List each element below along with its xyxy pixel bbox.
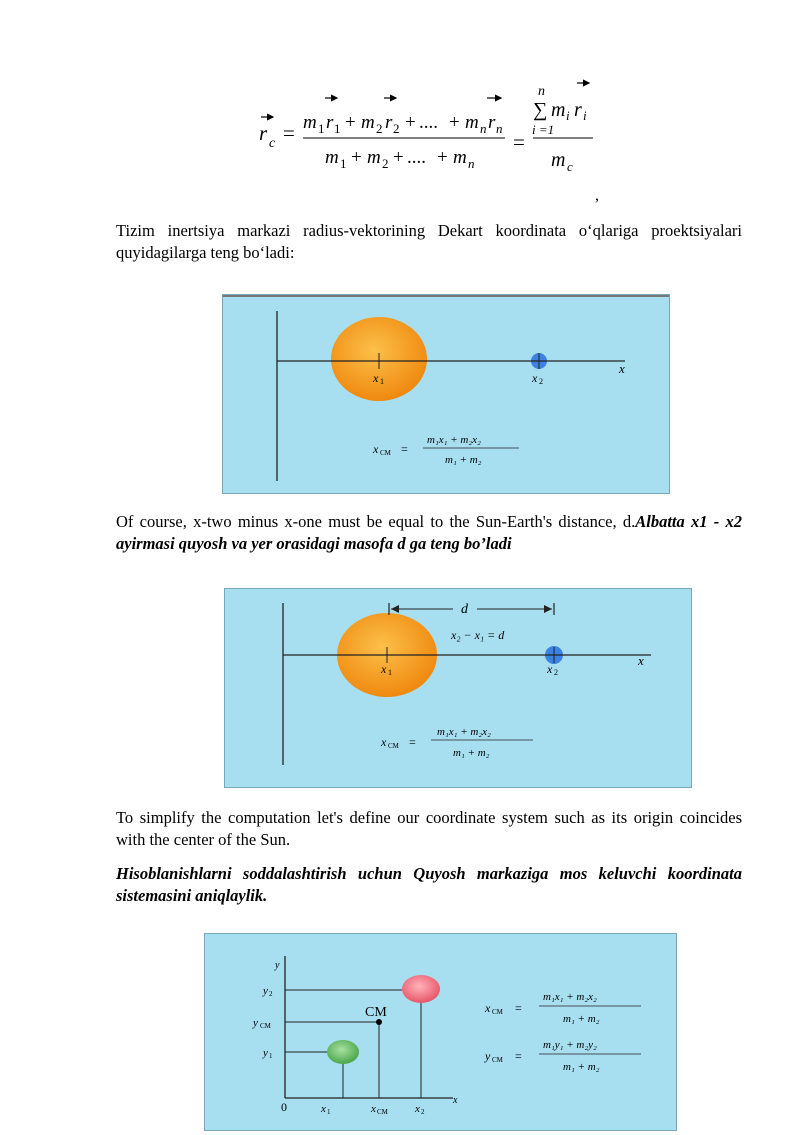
y2-label-sub: 2 <box>269 990 273 998</box>
lhs-sub: c <box>269 136 276 151</box>
ycm-formula-lhs-sub: CM <box>492 1056 503 1064</box>
paragraph-simplify-uzbek: Hisoblanishlarni soddalashtirish uchun Quyosh markaziga mos keluvchi koordinata sistemasini aniqlaylik. <box>116 864 742 905</box>
sum-r: r <box>574 99 582 121</box>
sum-symbol: ∑ <box>533 99 548 121</box>
sum-upper: n <box>538 84 545 99</box>
figure2-svg <box>225 589 691 787</box>
x2-label: x <box>415 1103 420 1115</box>
num-m1: m <box>303 112 317 133</box>
num-m2: m <box>361 112 375 133</box>
figure-2d-center-of-mass <box>204 933 677 1131</box>
figure-sun-earth-distance <box>224 588 692 788</box>
plus-sign: + <box>345 112 356 133</box>
figure1-svg <box>223 295 669 493</box>
sum-m-sub: i <box>566 108 570 123</box>
x-axis-label: x <box>453 1095 458 1106</box>
num-r2-sub: 2 <box>393 121 400 136</box>
equals-sign: = <box>515 1001 522 1015</box>
xcm-label-sub: CM <box>377 1108 388 1116</box>
sum-r-sub: i <box>583 108 587 123</box>
num-mn-sub: n <box>480 121 487 136</box>
num-rn: r <box>488 112 496 133</box>
fig1-denominator: m₁ + m₂ <box>445 454 482 466</box>
trailing-comma: , <box>595 187 599 204</box>
xcm-label: x <box>373 442 379 456</box>
cm-label: CM <box>365 1005 387 1020</box>
num-r1-sub: 1 <box>334 121 341 136</box>
mass2-circle <box>402 975 440 1003</box>
xcm-formula-num: m₁x₁ + m₂x₂ <box>543 991 597 1003</box>
y1-label-sub: 1 <box>269 1052 273 1060</box>
paragraph-projections: Tizim inertsiya markazi radius-vektorining Dekart koordinata o‘qlariga proektsiyalari quyidagilarga teng bo‘ladi: <box>116 221 742 262</box>
arrowhead-icon <box>544 605 552 613</box>
equals-sign: = <box>513 130 525 154</box>
x2-label: x <box>547 662 553 676</box>
den-m2: m <box>367 147 381 168</box>
equals-sign: = <box>401 442 408 456</box>
num-m2-sub: 2 <box>376 121 383 136</box>
ycm-formula-den: m₁ + m₂ <box>563 1061 600 1073</box>
plus-sign: + <box>449 112 460 133</box>
relation-label: x₂ − x₁ = d <box>451 628 505 642</box>
figure-sun-earth-axis <box>222 294 670 494</box>
arrowhead-icon <box>391 605 399 613</box>
paragraph-distance-english: Of course, x-two minus x-one must be equal to the Sun-Earth's distance, d. <box>116 512 636 531</box>
center-of-mass-formula <box>255 78 600 208</box>
ycm-formula-lhs: y <box>485 1049 491 1063</box>
num-rn-sub: n <box>496 121 503 136</box>
sum-m: m <box>551 99 566 121</box>
x1-label: x <box>373 371 379 385</box>
x1-label: x <box>381 662 387 676</box>
x1-label-sub: 1 <box>327 1108 331 1116</box>
x2-label-sub: 2 <box>421 1108 425 1116</box>
paragraph-simplify-english: To simplify the computation let's define our coordinate system such as its origin coincides with the center of the Sun. <box>116 808 742 849</box>
dots: .... <box>407 147 426 168</box>
d-label: d <box>461 602 468 617</box>
num-m1-sub: 1 <box>318 121 325 136</box>
xcm-label: x <box>371 1103 376 1115</box>
sum-den-m: m <box>551 149 566 171</box>
dots: .... <box>419 112 438 133</box>
sum-den-sub: c <box>567 159 573 174</box>
num-mn: m <box>465 112 479 133</box>
paragraph-distance-uzbek: Albatta x1 - x2 ayirmasi quyosh va yer orasidagi masofa d ga teng bo’ladi <box>116 512 742 553</box>
num-r2: r <box>385 112 393 133</box>
den-m2-sub: 2 <box>382 156 389 171</box>
xcm-formula-lhs-sub: CM <box>492 1008 503 1016</box>
den-m1: m <box>325 147 339 168</box>
x1-label: x <box>321 1103 326 1115</box>
figure3-svg <box>205 934 676 1130</box>
x1-label-sub: 1 <box>388 668 392 677</box>
plus-sign: + <box>405 112 416 133</box>
xcm-formula-lhs: x <box>485 1001 491 1015</box>
y-axis-label: y <box>275 960 280 971</box>
plus-sign: + <box>437 147 448 168</box>
plus-sign: + <box>351 147 362 168</box>
origin-label: 0 <box>281 1100 287 1114</box>
x2-label-sub: 2 <box>539 377 543 386</box>
x1-label-sub: 1 <box>380 377 384 386</box>
lhs-r: r <box>259 121 268 145</box>
y1-label: y <box>263 1047 268 1059</box>
num-r1: r <box>326 112 334 133</box>
xcm-label-sub: CM <box>388 742 399 750</box>
ycm-label-sub: CM <box>260 1022 271 1030</box>
den-m1-sub: 1 <box>340 156 347 171</box>
xcm-label-sub: CM <box>380 449 391 457</box>
ycm-label: y <box>253 1017 258 1029</box>
fig1-numerator: m₁x₁ + m₂x₂ <box>427 434 481 446</box>
xcm-formula-den: m₁ + m₂ <box>563 1013 600 1025</box>
mass1-circle <box>327 1040 359 1064</box>
equals-sign: = <box>283 121 295 145</box>
den-mn-sub: n <box>468 156 475 171</box>
sum-lower: i =1 <box>532 122 555 137</box>
plus-sign: + <box>393 147 404 168</box>
equals-sign: = <box>409 735 416 749</box>
ycm-formula-num: m₁y₁ + m₂y₂ <box>543 1039 597 1051</box>
fig2-numerator: m₁x₁ + m₂x₂ <box>437 726 491 738</box>
y2-label: y <box>263 985 268 997</box>
formula-svg <box>255 78 600 208</box>
fig2-denominator: m₁ + m₂ <box>453 747 490 759</box>
paragraph-distance <box>116 511 742 555</box>
x2-label-sub: 2 <box>554 668 558 677</box>
x-axis-label: x <box>619 361 625 376</box>
xcm-label: x <box>381 735 387 749</box>
equals-sign: = <box>515 1049 522 1063</box>
x2-label: x <box>532 371 538 385</box>
x-axis-label: x <box>638 653 644 668</box>
den-mn: m <box>453 147 467 168</box>
